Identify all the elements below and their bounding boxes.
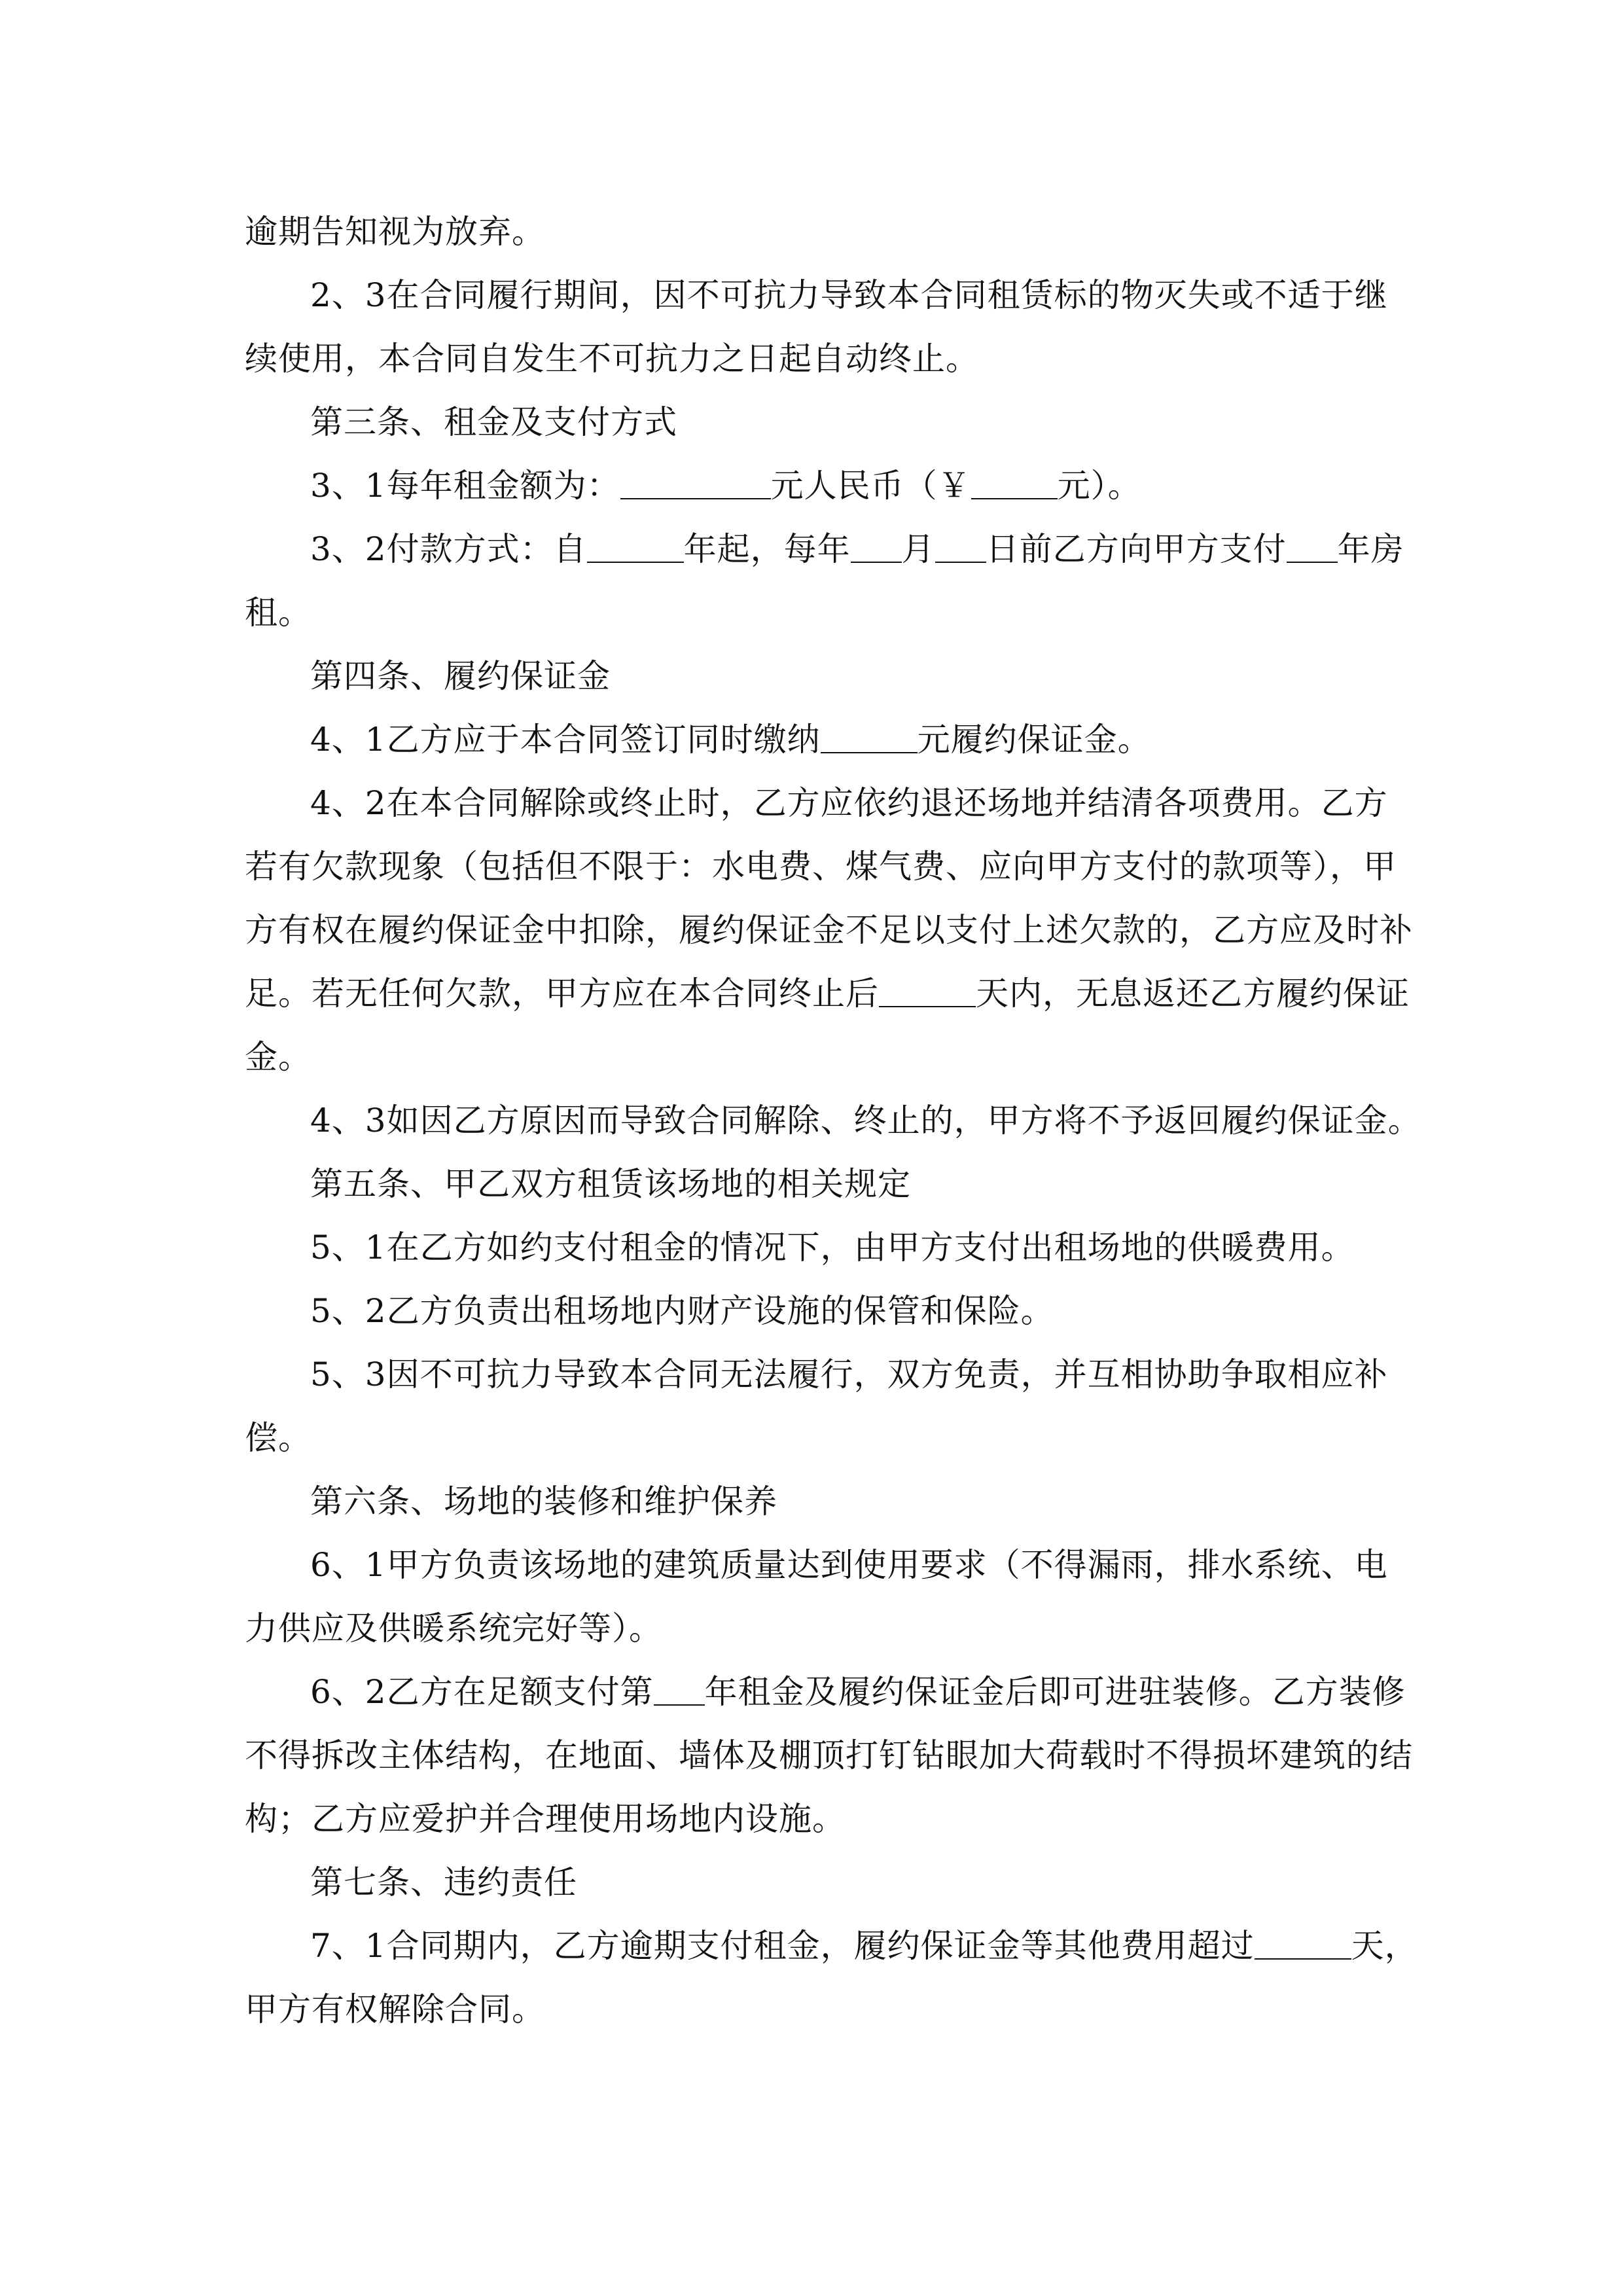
text-line: 构；乙方应爱护并合理使用场地内设施。: [245, 1800, 846, 1838]
text-line: 甲方有权解除合同。: [245, 1990, 545, 2028]
clause-5-1: 5、1在乙方如约支付租金的情况下，由甲方支付出租场地的供暖费用。: [310, 1229, 1355, 1266]
clause-5-3: 5、3因不可抗力导致本合同无法履行，双方免责，并互相协助争取相应补: [310, 1355, 1388, 1393]
text-line: 偿。: [245, 1419, 312, 1457]
blank-field: [935, 531, 986, 563]
blank-field: [851, 531, 902, 563]
text-line: 若有欠款现象（包括但不限于：水电费、煤气费、应向甲方支付的款项等），甲: [245, 848, 1397, 886]
blank-field: [620, 468, 771, 499]
article-7-heading: 第七条、违约责任: [310, 1863, 577, 1901]
text-line: 金。: [245, 1038, 312, 1076]
blank-field: [971, 468, 1058, 499]
article-5-heading: 第五条、甲乙双方租赁该场地的相关规定: [310, 1165, 911, 1203]
text-line: 逾期告知视为放弃。: [245, 213, 545, 251]
blank-field: [1255, 1928, 1351, 1960]
blank-field: [654, 1674, 705, 1706]
text-line: 不得拆改主体结构，在地面、墙体及棚顶打钉钻眼加大荷载时不得损坏建筑的结: [245, 1736, 1413, 1774]
text-line: 租。: [245, 594, 312, 632]
clause-6-2: 6、2乙方在足额支付第 年租金及履约保证金后即可进驻装修。乙方装修: [310, 1673, 1406, 1711]
clause-4-1: 4、1乙方应于本合同签订同时缴纳 元履约保证金。: [310, 721, 1151, 759]
article-4-heading: 第四条、履约保证金: [310, 657, 611, 695]
clause-4-3: 4、3如因乙方原因而导致合同解除、终止的，甲方将不予返回履约保证金。: [310, 1102, 1421, 1139]
text-line: 足。若无任何欠款，甲方应在本合同终止后 天内，无息返还乙方履约保证: [245, 975, 1410, 1013]
text-line: 力供应及供暖系统完好等）。: [245, 1609, 662, 1647]
text-line: 续使用，本合同自发生不可抗力之日起自动终止。: [245, 340, 979, 378]
article-6-heading: 第六条、场地的装修和维护保养: [310, 1482, 777, 1520]
clause-5-2: 5、2乙方负责出租场地内财产设施的保管和保险。: [310, 1292, 1054, 1330]
blank-field: [1287, 531, 1338, 563]
blank-field: [821, 722, 918, 753]
blank-field: [879, 976, 976, 1007]
clause-3-1: 3、1每年租金额为： 元人民币（￥ 元）。: [310, 467, 1141, 505]
clause-4-2: 4、2在本合同解除或终止时，乙方应依约退还场地并结清各项费用。乙方: [310, 784, 1388, 822]
blank-field: [587, 531, 684, 563]
clause-7-1: 7、1合同期内，乙方逾期支付租金，履约保证金等其他费用超过 天，: [310, 1927, 1418, 1965]
clause-3-2: 3、2付款方式：自 年起，每年 月 日前乙方向甲方支付 年房: [310, 530, 1404, 568]
clause-2-3: 2、3在合同履行期间，因不可抗力导致本合同租赁标的物灭失或不适于继: [310, 276, 1388, 314]
text-line: 方有权在履约保证金中扣除，履约保证金不足以支付上述欠款的，乙方应及时补: [245, 911, 1413, 949]
article-3-heading: 第三条、租金及支付方式: [310, 403, 677, 441]
clause-6-1: 6、1甲方负责该场地的建筑质量达到使用要求（不得漏雨，排水系统、电: [310, 1546, 1388, 1584]
